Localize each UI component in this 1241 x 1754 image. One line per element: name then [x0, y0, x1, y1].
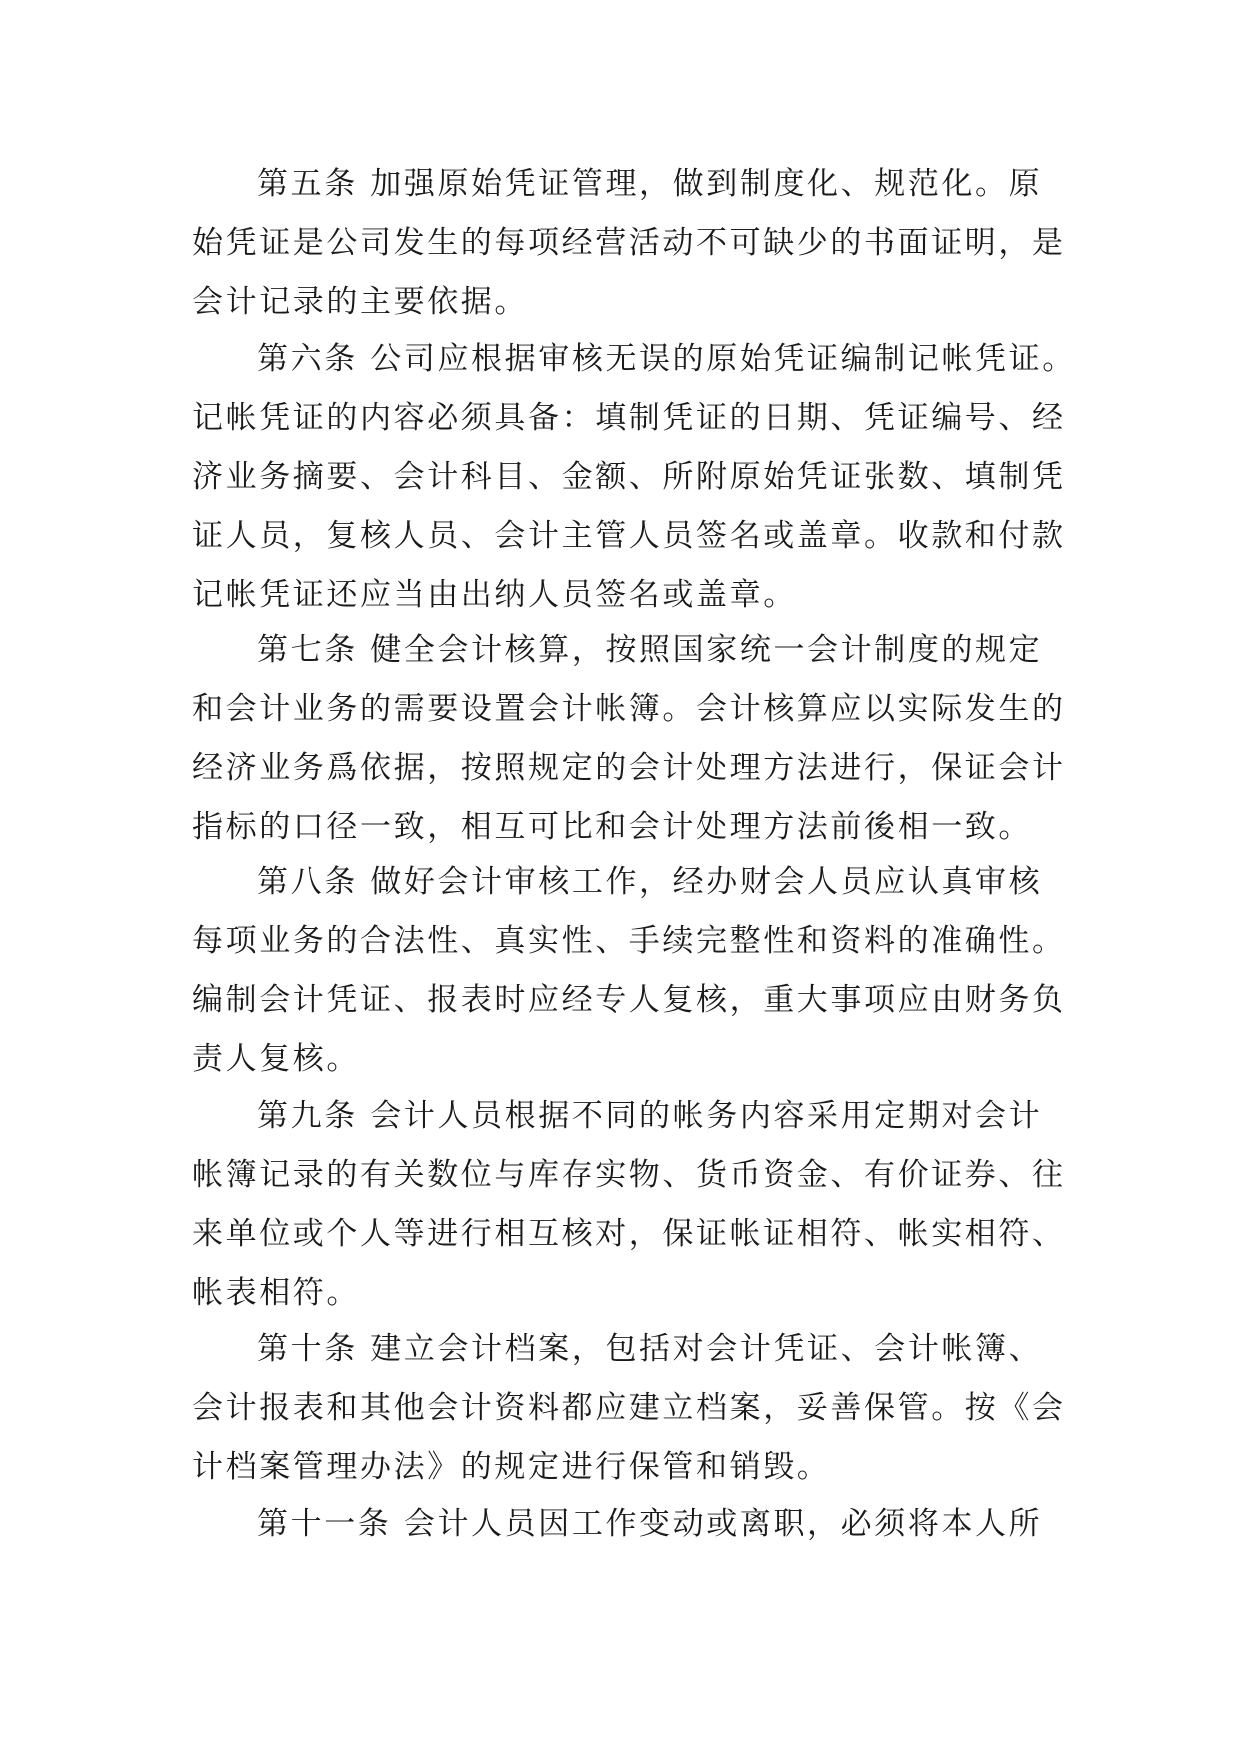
article-11 [192, 1495, 1092, 1554]
text-line: 第七条 健全会计核算，按照国家统一会计制度的规定 [257, 632, 1043, 668]
text-line: 编制会计凭证、报表时应经专人复核，重大事项应由财务负 [192, 982, 1066, 1018]
text-line: 经济业务爲依据，按照规定的会计处理方法进行，保证会计 [192, 750, 1066, 786]
text-line: 证人员，复核人员、会计主管人员签名或盖章。收款和付款 [192, 518, 1066, 554]
article-7 [192, 621, 1092, 857]
text-line: 第六条 公司应根据审核无误的原始凭证编制记帐凭证。 [257, 341, 1076, 377]
text-line: 帐簿记录的有关数位与库存实物、货币资金、有价证券、往 [192, 1157, 1066, 1193]
text-line: 帐表相符。 [192, 1275, 360, 1311]
text-line: 会计报表和其他会计资料都应建立档案，妥善保管。按《会 [192, 1390, 1066, 1426]
text-line: 指标的口径一致，相互可比和会计处理方法前後相一致。 [192, 809, 1032, 845]
text-line: 第十一条 会计人员因工作变动或离职，必须将本人所 [257, 1506, 1043, 1542]
text-line: 第十条 建立会计档案，包括对会计凭证、会计帐簿、 [257, 1331, 1043, 1367]
text-line: 第五条 加强原始凭证管理，做到制度化、规范化。原 [257, 166, 1043, 202]
text-line: 第九条 会计人员根据不同的帐务内容采用定期对会计 [257, 1098, 1043, 1134]
text-line: 记帐凭证的内容必须具备：填制凭证的日期、凭证编号、经 [192, 400, 1066, 436]
text-line: 始凭证是公司发生的每项经营活动不可缺少的书面证明，是 [192, 225, 1066, 261]
article-8 [192, 853, 1092, 1089]
text-line: 来单位或个人等进行相互核对，保证帐证相符、帐实相符、 [192, 1216, 1066, 1252]
text-line: 计档案管理办法》的规定进行保管和销毁。 [192, 1449, 831, 1485]
text-line: 和会计业务的需要设置会计帐簿。会计核算应以实际发生的 [192, 691, 1066, 727]
text-line: 济业务摘要、会计科目、金额、所附原始凭证张数、填制凭 [192, 459, 1066, 495]
text-line: 责人复核。 [192, 1041, 360, 1077]
article-5 [192, 155, 1092, 332]
text-line: 第八条 做好会计审核工作，经办财会人员应认真审核 [257, 864, 1043, 900]
article-10 [192, 1320, 1092, 1497]
text-line: 每项业务的合法性、真实性、手续完整性和资料的准确性。 [192, 923, 1066, 959]
article-9 [192, 1087, 1092, 1323]
text-line: 记帐凭证还应当由出纳人员签名或盖章。 [192, 577, 797, 613]
article-6 [192, 330, 1092, 625]
text-line: 会计记录的主要依据。 [192, 284, 528, 320]
